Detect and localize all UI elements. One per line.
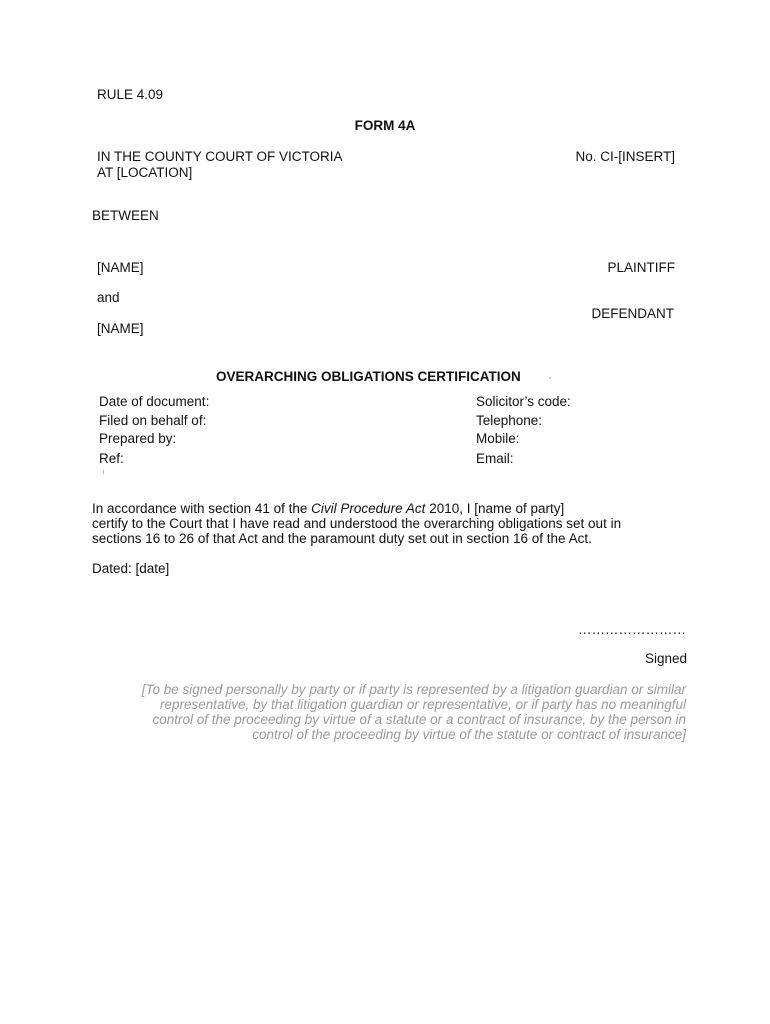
and-label: and: [97, 290, 120, 305]
field-telephone: Telephone:: [476, 413, 543, 428]
instruction-line-4: control of the proceeding by virtue of the statute or contract of insurance]: [252, 727, 686, 742]
field-email: Email:: [476, 451, 514, 466]
between-label: BETWEEN: [92, 208, 159, 223]
signed-label: Signed: [644, 651, 687, 666]
signing-instructions: [86, 682, 686, 742]
case-number: No. CI-[INSERT]: [575, 149, 675, 164]
statement-line-1-end: 2010, I [name of party]: [425, 501, 565, 516]
field-filed-on-behalf-of: Filed on behalf of:: [99, 413, 207, 428]
field-date-of-document: Date of document:: [99, 394, 210, 409]
stray-tick: [103, 470, 104, 474]
defendant-role: DEFENDANT: [591, 306, 674, 321]
court-location: AT [LOCATION]: [97, 165, 193, 180]
field-ref: Ref:: [99, 451, 124, 466]
statement-line-3: sections 16 to 26 of that Act and the paramount duty set out in section 16 of the Act.: [92, 531, 592, 546]
plaintiff-role: PLAINTIFF: [607, 260, 675, 275]
instruction-line-1: [To be signed personally by party or if party is represented by a litigation guardian or similar: [141, 682, 686, 697]
statement-line-2: certify to the Court that I have read and understood the overarching obligations set out in: [92, 516, 622, 531]
plaintiff-name: [NAME]: [97, 260, 144, 275]
field-solicitors-code: Solicitor’s code:: [476, 394, 571, 409]
instruction-line-3: control of the proceeding by virtue of a statute or a contract of insurance, by the person in: [152, 712, 686, 727]
stray-mark: [549, 377, 551, 379]
form-title: FORM 4A: [354, 118, 416, 133]
court-name: IN THE COUNTY COURT OF VICTORIA: [97, 149, 343, 164]
field-mobile: Mobile:: [476, 431, 520, 446]
rule-number: RULE 4.09: [97, 87, 164, 102]
certification-statement: [92, 501, 672, 546]
statement-line-1-start: In accordance with section 41 of the: [92, 501, 312, 516]
field-prepared-by: Prepared by:: [99, 431, 177, 446]
statement-line-1: [92, 501, 672, 516]
act-name: Civil Procedure Act: [311, 501, 426, 516]
defendant-name: [NAME]: [97, 321, 144, 336]
instruction-line-2: representative, by that litigation guardian or representative, or if party has no meaningful: [159, 697, 686, 712]
signature-line: ……………………: [578, 622, 686, 637]
certification-title: OVERARCHING OBLIGATIONS CERTIFICATION: [216, 369, 521, 384]
dated-line: Dated: [date]: [92, 561, 170, 576]
